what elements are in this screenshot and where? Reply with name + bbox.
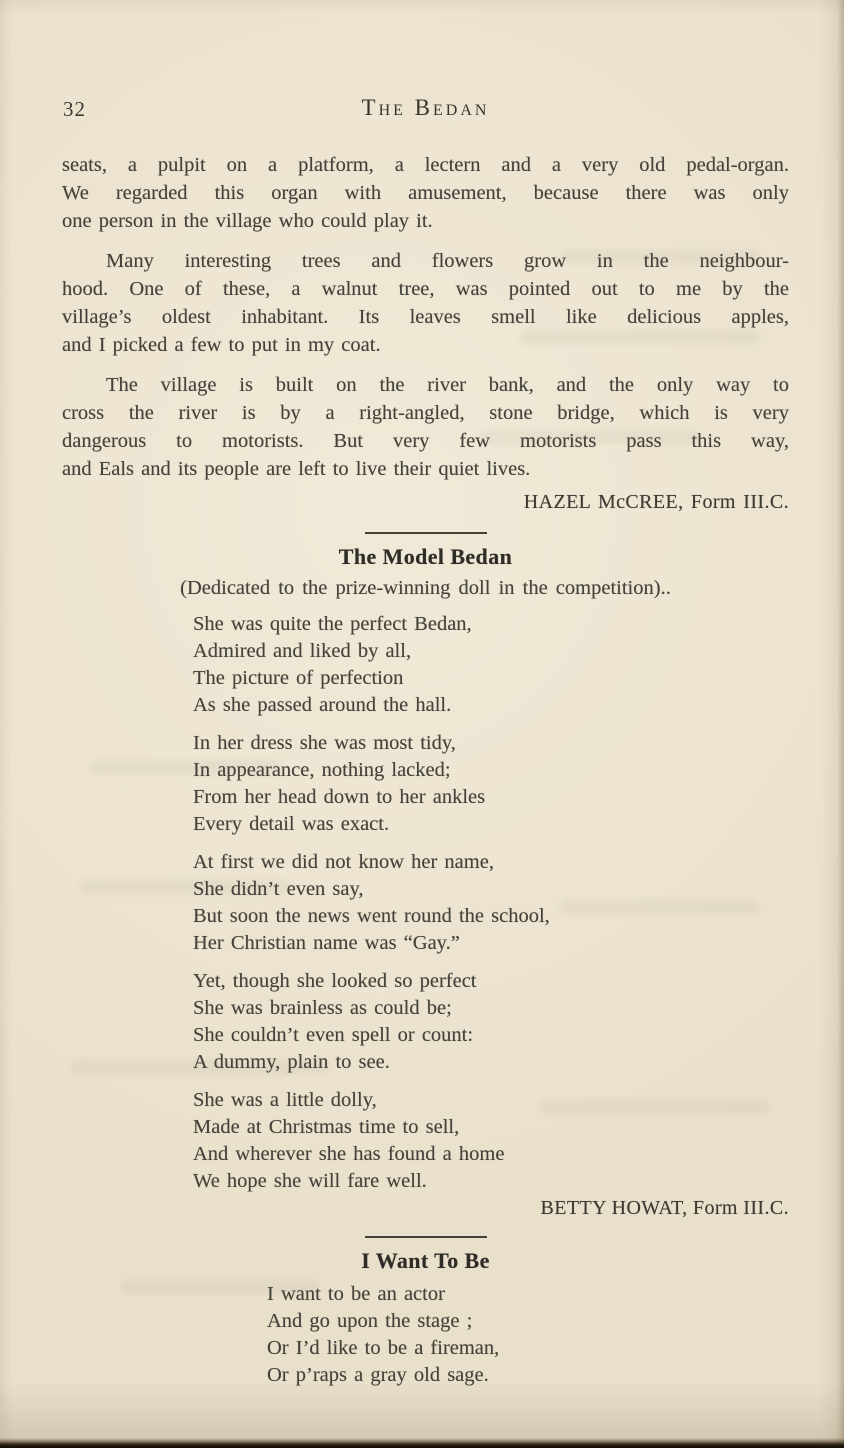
page-content — [62, 0, 789, 1400]
stanza — [193, 968, 789, 1076]
poem-i-want-to-be — [62, 1248, 789, 1389]
verse-line: Her Christian name was “Gay.” — [193, 932, 460, 954]
text-line: one person in the village who could play it. — [62, 210, 433, 232]
verse-line: The picture of perfection — [193, 667, 404, 689]
verse-line: Made at Christmas time to sell, — [193, 1116, 460, 1138]
verse-line: I want to be an actor — [267, 1283, 445, 1305]
verse-line: A dummy, plain to see. — [193, 1051, 390, 1073]
text-line: We regarded this organ with amusement, because there was only — [62, 182, 789, 204]
verse-line: But soon the news went round the school, — [193, 905, 550, 927]
stanza — [193, 1087, 789, 1195]
scan-right-edge — [837, 0, 844, 1448]
poem-title: The Model Bedan — [338, 544, 513, 569]
verse-line: In her dress she was most tidy, — [193, 732, 456, 754]
stanza — [267, 1281, 789, 1389]
verse-line: Admired and liked by all, — [193, 640, 412, 662]
stanza — [193, 611, 789, 719]
paragraph — [62, 371, 789, 483]
stanza — [193, 730, 789, 838]
verse-line: She was quite the perfect Bedan, — [193, 613, 472, 635]
verse-line: As she passed around the hall. — [193, 694, 452, 716]
verse-line: And go upon the stage ; — [267, 1310, 473, 1332]
stanza — [193, 849, 789, 957]
paragraph — [62, 247, 789, 359]
verse-line: Yet, though she looked so perfect — [193, 970, 477, 992]
text-line: dangerous to motorists. But very few motorists pass this way, — [62, 430, 789, 452]
page-number: 32 — [63, 97, 86, 121]
author-attribution: BETTY HOWAT, Form III.C. — [540, 1197, 789, 1219]
text-line: village’s oldest inhabitant. Its leaves smell like delicious apples, — [62, 306, 789, 328]
text-line: The village is built on the river bank, and the only way to — [106, 374, 789, 396]
text-line: and I picked a few to put in my coat. — [62, 334, 381, 356]
verse-line: From her head down to her ankles — [193, 786, 486, 808]
text-line: Many interesting trees and flowers grow in the neighbour- — [106, 250, 789, 272]
author-attribution: HAZEL McCREE, Form III.C. — [523, 491, 789, 513]
verse-line: We hope she will fare well. — [193, 1170, 427, 1192]
verse-line: She didn’t even say, — [193, 878, 364, 900]
paragraph — [62, 151, 789, 235]
verse-line: And wherever she has found a home — [193, 1143, 505, 1165]
poem-title: I Want To Be — [361, 1248, 490, 1273]
article-body — [62, 151, 789, 516]
page-header — [62, 95, 789, 125]
text-line: seats, a pulpit on a platform, a lectern and a very old pedal-organ. — [62, 154, 789, 176]
text-line: hood. One of these, a walnut tree, was pointed out to me by the — [62, 278, 789, 300]
verse-line: She was a little dolly, — [193, 1089, 377, 1111]
poem-dedication: (Dedicated to the prize-winning doll in the competition).. — [180, 577, 671, 599]
verse-line: She was brainless as could be; — [193, 997, 452, 1019]
poem-model-bedan — [62, 544, 789, 1220]
text-line: cross the river is by a right-angled, stone bridge, which is very — [62, 402, 789, 424]
verse-line: Or I’d like to be a fireman, — [267, 1337, 500, 1359]
verse-line: In appearance, nothing lacked; — [193, 759, 451, 781]
verse-line: Or p’raps a gray old sage. — [267, 1364, 489, 1386]
verse-line: At first we did not know her name, — [193, 851, 494, 873]
section-divider — [365, 1236, 487, 1238]
text-line: and Eals and its people are left to live their quiet lives. — [62, 458, 531, 480]
scan-bottom-edge — [0, 1438, 844, 1448]
section-divider — [365, 532, 487, 534]
verse-line: She couldn’t even spell or count: — [193, 1024, 474, 1046]
verse-line: Every detail was exact. — [193, 813, 390, 835]
running-header-title: The Bedan — [361, 95, 490, 120]
